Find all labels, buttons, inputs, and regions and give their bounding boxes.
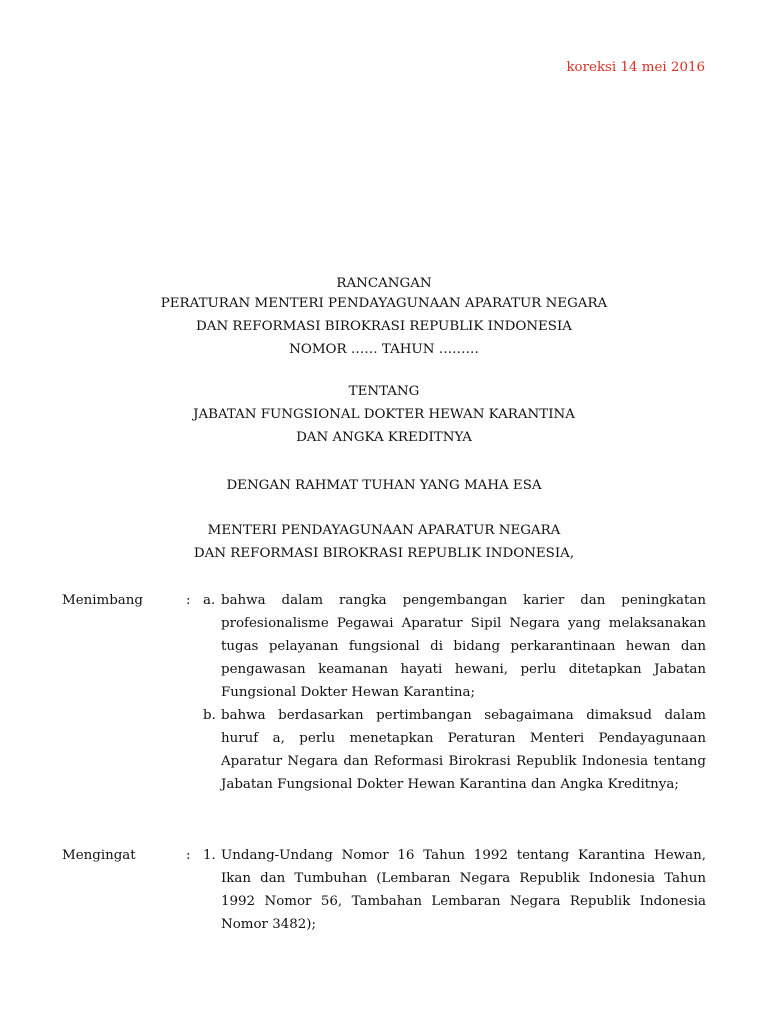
subject-heading: TENTANG <box>348 384 420 399</box>
item-marker: 1. <box>203 848 216 863</box>
item-marker: b. <box>203 708 216 723</box>
recalling-colon: : <box>186 848 191 863</box>
minister-heading <box>0 519 768 565</box>
considering-item-a <box>203 589 706 704</box>
recalling-label: Mengingat <box>62 848 136 863</box>
title-number-line: NOMOR …… TAHUN ……… <box>289 342 479 357</box>
item-text: Undang-Undang Nomor 16 Tahun 1992 tentang Karantina Hewan, Ikan dan Tumbuhan (Lembaran Negara Republik Indonesia Tahun 1992 Nomor 56, Tambahan Lembaran Negara Republik Indonesia Nomor 3482); <box>221 848 706 932</box>
title-regulation-line: PERATURAN MENTERI PENDAYAGUNAAN APARATUR NEGARA <box>160 296 608 311</box>
recalling-item-1 <box>203 844 706 936</box>
item-text: bahwa berdasarkan pertimbangan sebagaimana dimaksud dalam huruf a, perlu menetapkan Peraturan Menteri Pendayagunaan Aparatur Negara dan Reformasi Birokrasi Republik Indonesia tentang Jabatan Fungsional Dokter Hewan Karantina dan Angka Kreditnya; <box>221 708 706 792</box>
title-ministry-line: DAN REFORMASI BIROKRASI REPUBLIK INDONESIA <box>196 319 572 334</box>
considering-item-b <box>203 704 706 796</box>
title-draft-label: RANCANGAN <box>336 276 432 291</box>
considering-section <box>62 589 706 796</box>
minister-line-1: MENTERI PENDAYAGUNAAN APARATUR NEGARA <box>207 523 561 538</box>
document-title <box>0 275 768 361</box>
subject-line-2: DAN ANGKA KREDITNYA <box>296 430 472 445</box>
considering-colon: : <box>186 593 191 608</box>
considering-label: Menimbang <box>62 593 143 608</box>
recalling-section <box>62 844 706 936</box>
minister-line-2: DAN REFORMASI BIROKRASI REPUBLIK INDONESIA, <box>193 546 575 561</box>
item-text: bahwa dalam rangka pengembangan karier dan peningkatan profesionalisme Pegawai Aparatur Sipil Negara yang melaksanakan tugas pelayanan fungsional di bidang perkarantinaan hewan dan pengawasan keamanan hayati hewani, perlu ditetapkan Jabatan Fungsional Dokter Hewan Karantina; <box>221 593 706 700</box>
blessing-text: DENGAN RAHMAT TUHAN YANG MAHA ESA <box>226 478 542 493</box>
blessing-statement <box>0 474 768 497</box>
document-subject <box>0 380 768 449</box>
subject-line-1: JABATAN FUNGSIONAL DOKTER HEWAN KARANTINA <box>193 407 575 422</box>
correction-note: koreksi 14 mei 2016 <box>566 60 705 75</box>
item-marker: a. <box>203 593 216 608</box>
